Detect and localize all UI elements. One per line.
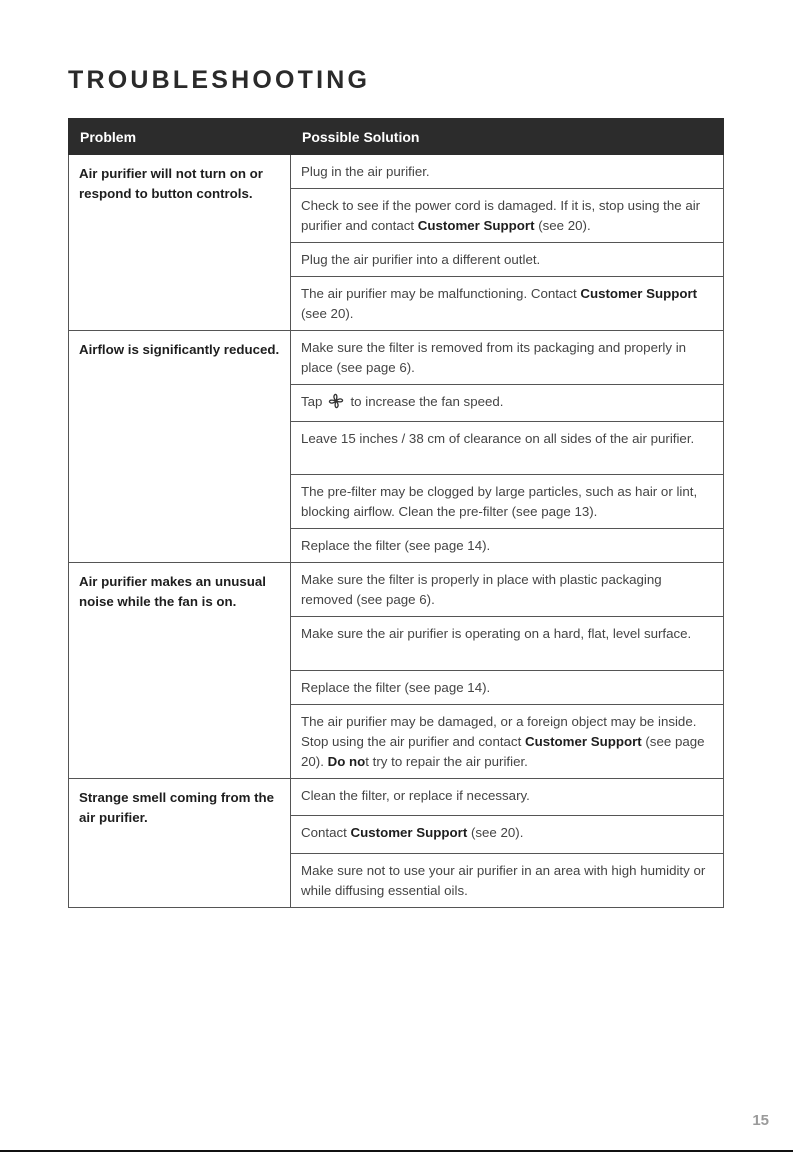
solution-cell: Leave 15 inches / 38 cm of clearance on all sides of the air purifier. — [291, 422, 724, 475]
solution-cell: Make sure the filter is properly in place with plastic packaging removed (see page 6). — [291, 563, 724, 617]
header-problem: Problem — [69, 119, 291, 155]
solution-cell: Plug in the air purifier. — [291, 155, 724, 189]
solution-cell: Check to see if the power cord is damaged. If it is, stop using the air purifier and contact Customer Support (see 20). — [291, 189, 724, 243]
table-row — [69, 331, 724, 385]
do-not-emphasis: Do no — [327, 754, 366, 769]
solution-cell: The pre-filter may be clogged by large particles, such as hair or lint, blocking airflow. Clean the pre-filter (see page 13). — [291, 475, 724, 529]
bottom-rule — [0, 1150, 793, 1152]
table-header-row — [69, 119, 724, 155]
problem-cell: Air purifier will not turn on or respond to button controls. — [69, 155, 291, 331]
table-row — [69, 779, 724, 816]
table-row — [69, 563, 724, 617]
solution-cell: Make sure the filter is removed from its packaging and properly in place (see page 6). — [291, 331, 724, 385]
header-solution: Possible Solution — [291, 119, 724, 155]
problem-cell: Airflow is significantly reduced. — [69, 331, 291, 563]
solution-cell: Replace the filter (see page 14). — [291, 671, 724, 705]
page-number: 15 — [752, 1112, 769, 1129]
solution-cell: Make sure the air purifier is operating on a hard, flat, level surface. — [291, 617, 724, 671]
troubleshooting-table — [68, 118, 724, 908]
problem-cell: Strange smell coming from the air purifier. — [69, 779, 291, 908]
solution-cell: Tap to increase the fan speed. — [291, 385, 724, 422]
solution-cell: Contact Customer Support (see 20). — [291, 816, 724, 854]
customer-support-emphasis: Customer Support — [524, 734, 642, 749]
solution-cell: The air purifier may be damaged, or a foreign object may be inside. Stop using the air purifier and contact Customer Support (see page 20). Do not try to repair the air purifier. — [291, 705, 724, 779]
page-title: TROUBLESHOOTING — [68, 66, 371, 94]
solution-cell: Replace the filter (see page 14). — [291, 529, 724, 563]
solution-cell: Plug the air purifier into a different outlet. — [291, 243, 724, 277]
table-row — [69, 155, 724, 189]
problem-cell: Air purifier makes an unusual noise while the fan is on. — [69, 563, 291, 779]
customer-support-emphasis: Customer Support — [417, 218, 535, 233]
customer-support-emphasis: Customer Support — [350, 825, 468, 840]
solution-cell: Clean the filter, or replace if necessary. — [291, 779, 724, 816]
solution-cell: The air purifier may be malfunctioning. Contact Customer Support (see 20). — [291, 277, 724, 331]
fan-icon — [328, 393, 344, 415]
solution-cell: Make sure not to use your air purifier in an area with high humidity or while diffusing essential oils. — [291, 854, 724, 908]
customer-support-emphasis: Customer Support — [580, 286, 698, 301]
